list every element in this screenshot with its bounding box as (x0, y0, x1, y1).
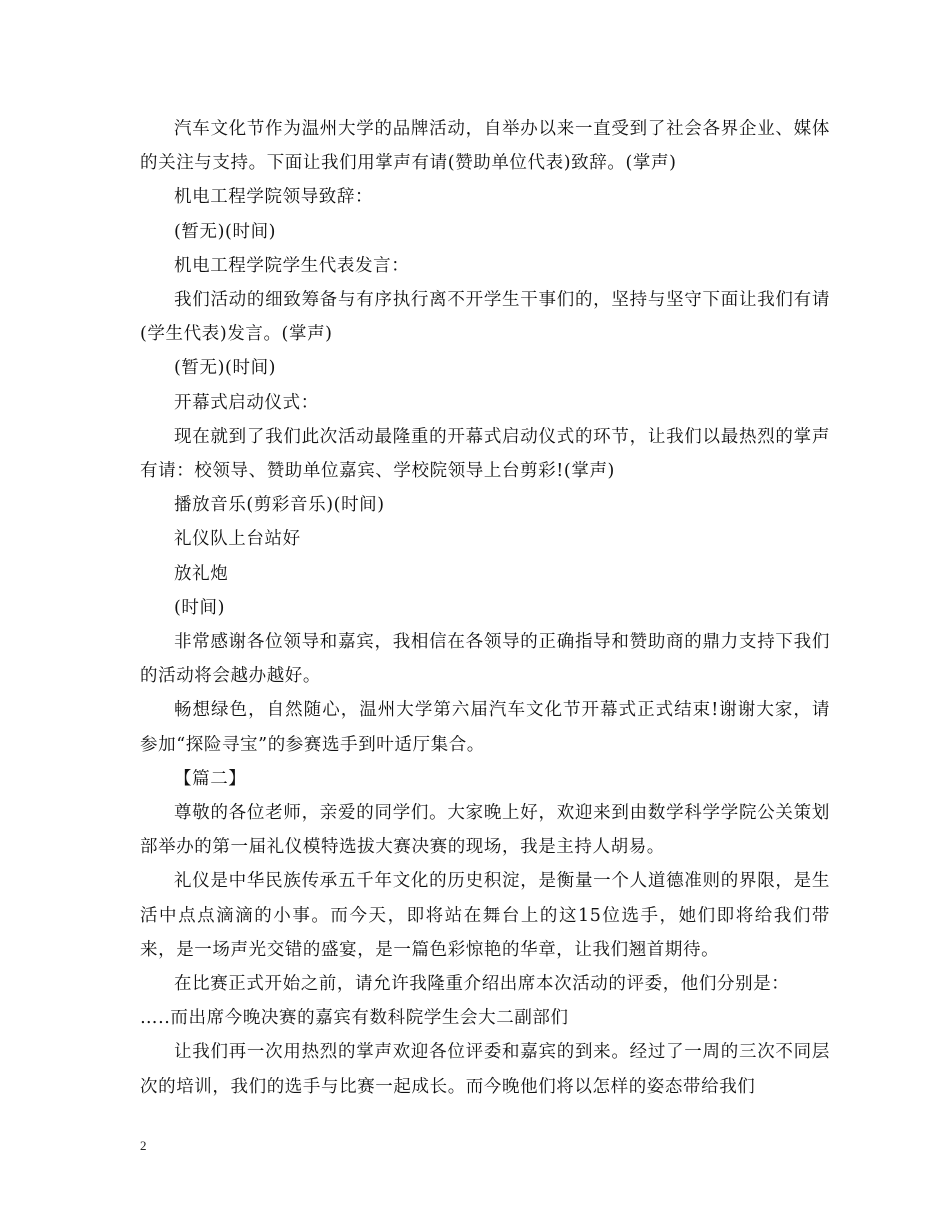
paragraph-student-speech: 我们活动的细致筹备与有序执行离不开学生干事们的，坚持与坚守下面让我们有请(学生代表)发言。(掌声) (140, 290, 830, 345)
paragraph-opening-ceremony-heading: 开幕式启动仪式： (174, 392, 319, 413)
paragraph-applause-welcome: 让我们再一次用热烈的掌声欢迎各位评委和嘉宾的到来。经过了一周的三次不同层次的培训，我们的选手与比赛一起成长。而今晚他们将以怎样的姿态带给我们 (140, 1042, 830, 1097)
paragraph-none-time-1: (暂无)(时间) (174, 221, 277, 242)
paragraph-none-time-2: (暂无)(时间) (174, 358, 277, 379)
page-number: 2 (140, 1138, 147, 1153)
paragraph-time: (时间) (174, 597, 226, 618)
paragraph-ribbon-cutting: 现在就到了我们此次活动最隆重的开幕式启动仪式的环节，让我们以最热烈的掌声有请：校领导、赞助单位嘉宾、学校院领导上台剪彩!(掌声) (140, 426, 830, 482)
paragraph-welcome: 尊敬的各位老师，亲爱的同学们。大家晚上好，欢迎来到由数学科学学院公关策划部举办的第一届礼仪模特选拔大赛决赛的现场，我是主持人胡易。 (140, 803, 830, 858)
paragraph-play-music: 播放音乐(剪彩音乐)(时间) (174, 495, 385, 516)
document-body (140, 112, 830, 1104)
paragraph-student-speech-heading: 机电工程学院学生代表发言： (174, 255, 410, 276)
paragraph-thanks: 非常感谢各位领导和嘉宾，我相信在各领导的正确指导和赞助商的鼎力支持下我们的活动将会越办越好。 (140, 632, 830, 687)
paragraph-leader-speech-heading: 机电工程学院领导致辞： (174, 187, 374, 208)
section-heading-part-two: 【篇二】 (174, 768, 247, 789)
paragraph-sponsor-speech: 汽车文化节作为温州大学的品牌活动，自举办以来一直受到了社会各界企业、媒体的关注与支持。下面让我们用掌声有请(赞助单位代表)致辞。(掌声) (140, 119, 830, 174)
paragraph-judges-intro: 在比赛正式开始之前，请允许我隆重介绍出席本次活动的评委，他们分别是： (174, 974, 790, 995)
paragraph-closing: 畅想绿色，自然随心，温州大学第六届汽车文化节开幕式正式结束!谢谢大家，请参加“探险寻宝”的参赛选手到叶适厅集合。 (140, 700, 830, 755)
paragraph-etiquette-team: 礼仪队上台站好 (174, 529, 301, 550)
paragraph-salute: 放礼炮 (174, 563, 229, 584)
paragraph-etiquette-intro: 礼仪是中华民族传承五千年文化的历史积淀，是衡量一个人道德准则的界限，是生活中点点滴滴的小事。而今天，即将站在舞台上的这15位选手，她们即将给我们带来，是一场声光交错的盛宴，是一篇色彩惊艳的华章，让我们翘首期待。 (140, 871, 830, 960)
paragraph-guests: …..而出席今晚决赛的嘉宾有数科院学生会大二副部们 (140, 1008, 569, 1029)
